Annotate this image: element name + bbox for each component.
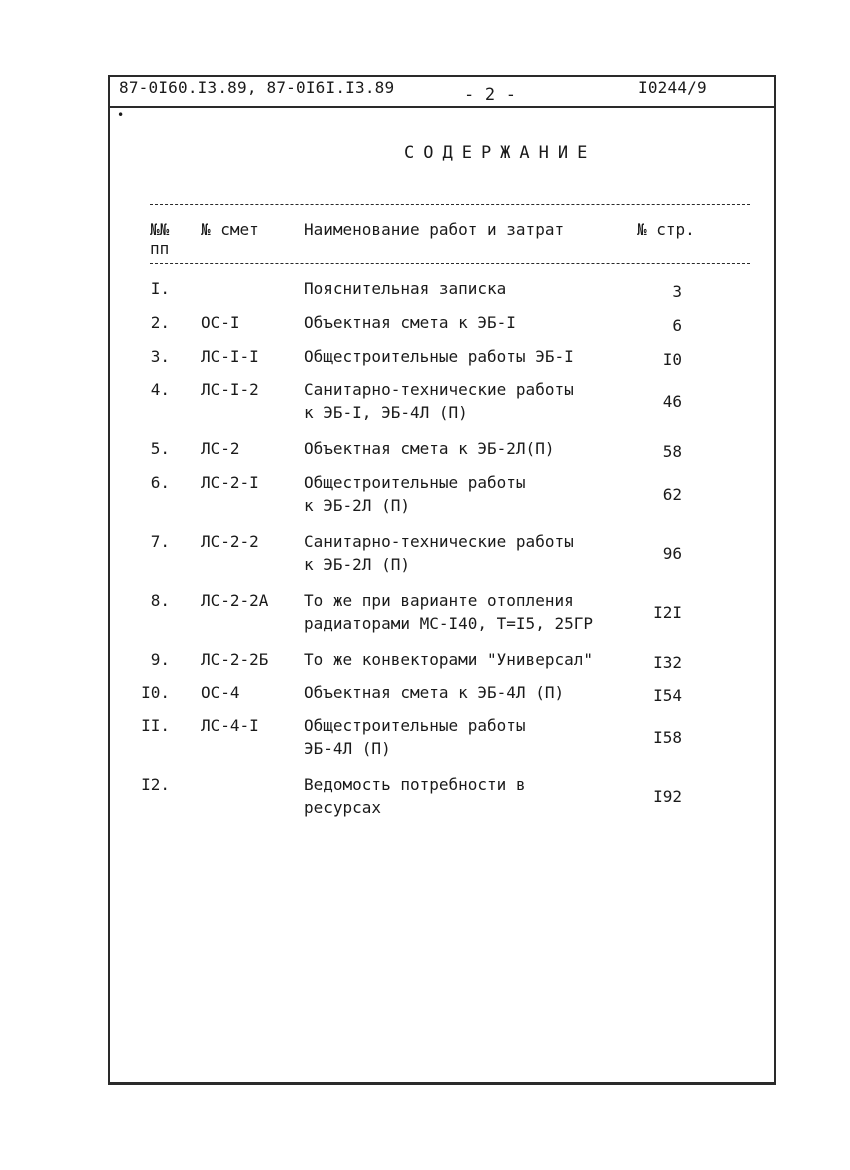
row-estimate-code: ОС-4 xyxy=(201,683,240,702)
row-name-line: Общестроительные работы ЭБ-I xyxy=(304,347,574,366)
row-page-number: I2I xyxy=(653,603,682,622)
margin-dot: • xyxy=(117,108,125,122)
column-header-name: Наименование работ и затрат xyxy=(304,220,565,239)
row-name xyxy=(304,311,516,334)
row-page-number: 96 xyxy=(662,544,682,563)
row-name-line: ресурсах xyxy=(304,798,382,817)
row-name xyxy=(304,530,574,576)
row-estimate-code: ЛС-4-I xyxy=(201,716,259,735)
column-header-number-line2: пп xyxy=(150,239,170,258)
row-page-number: 3 xyxy=(672,282,682,301)
row-number: 5. xyxy=(150,439,170,458)
row-page-number: I0 xyxy=(662,350,682,369)
column-header-number-line1: №№ xyxy=(150,220,170,239)
row-number: 8. xyxy=(150,591,170,610)
row-number: II. xyxy=(141,716,170,735)
row-estimate-code: ОС-I xyxy=(201,313,240,332)
column-header-estimate: № смет xyxy=(201,220,259,239)
row-estimate-code: ЛС-2-2 xyxy=(201,532,259,551)
header-divider xyxy=(108,106,774,108)
row-estimate-code: ЛС-2-2А xyxy=(201,591,269,610)
row-estimate-code: ЛС-2 xyxy=(201,439,240,458)
row-name-line: радиаторами МС-I40, Т=I5, 25ГР xyxy=(304,614,593,633)
row-page-number: I92 xyxy=(653,787,682,806)
row-name-line: Объектная смета к ЭБ-4Л (П) xyxy=(304,683,565,702)
row-name-line: к ЭБ-2Л (П) xyxy=(304,555,410,574)
table-top-rule xyxy=(150,204,750,205)
row-page-number: I54 xyxy=(653,686,682,705)
row-estimate-code: ЛС-I-I xyxy=(201,347,259,366)
row-name xyxy=(304,378,574,424)
row-number: 6. xyxy=(150,473,170,492)
row-name-line: ЭБ-4Л (П) xyxy=(304,739,391,758)
row-name-line: То же конвекторами "Универсал" xyxy=(304,650,593,669)
row-estimate-code: ЛС-2-I xyxy=(201,473,259,492)
row-estimate-code: ЛС-2-2Б xyxy=(201,650,269,669)
row-name xyxy=(304,773,526,819)
row-page-number: 6 xyxy=(672,316,682,335)
document-number: I0244/9 xyxy=(638,78,707,97)
row-name-line: Общестроительные работы xyxy=(304,473,526,492)
row-number: 2. xyxy=(150,313,170,332)
row-name-line: Общестроительные работы xyxy=(304,716,526,735)
row-name-line: То же при варианте отопления xyxy=(304,591,574,610)
page-marker: - 2 - xyxy=(464,85,517,105)
column-header-number xyxy=(150,220,169,258)
row-number: I. xyxy=(150,279,170,298)
row-page-number: 46 xyxy=(662,392,682,411)
row-page-number: I58 xyxy=(653,728,682,747)
row-number: 7. xyxy=(150,532,170,551)
row-name xyxy=(304,345,574,368)
row-page-number: 58 xyxy=(662,442,682,461)
row-name xyxy=(304,681,564,704)
page-title: СОДЕРЖАНИЕ xyxy=(404,143,597,163)
row-name xyxy=(304,714,526,760)
row-name-line: Санитарно-технические работы xyxy=(304,532,574,551)
row-number: I0. xyxy=(141,683,170,702)
document-codes: 87-0I60.I3.89, 87-0I6I.I3.89 xyxy=(119,78,395,97)
row-name-line: к ЭБ-2Л (П) xyxy=(304,496,410,515)
row-number: 9. xyxy=(150,650,170,669)
row-page-number: 62 xyxy=(662,485,682,504)
row-name-line: к ЭБ-I, ЭБ-4Л (П) xyxy=(304,403,468,422)
row-name-line: Объектная смета к ЭБ-I xyxy=(304,313,516,332)
row-estimate-code: ЛС-I-2 xyxy=(201,380,259,399)
row-number: 3. xyxy=(150,347,170,366)
row-name xyxy=(304,589,593,635)
table-header-rule xyxy=(150,263,750,264)
row-name-line: Санитарно-технические работы xyxy=(304,380,574,399)
row-name xyxy=(304,277,506,300)
row-name xyxy=(304,648,593,671)
column-header-page: № стр. xyxy=(637,220,695,239)
row-number: 4. xyxy=(150,380,170,399)
row-name xyxy=(304,471,526,517)
row-page-number: I32 xyxy=(653,653,682,672)
row-name-line: Объектная смета к ЭБ-2Л(П) xyxy=(304,439,555,458)
row-name-line: Ведомость потребности в xyxy=(304,775,526,794)
row-name xyxy=(304,437,554,460)
row-number: I2. xyxy=(141,775,170,794)
row-name-line: Пояснительная записка xyxy=(304,279,507,298)
